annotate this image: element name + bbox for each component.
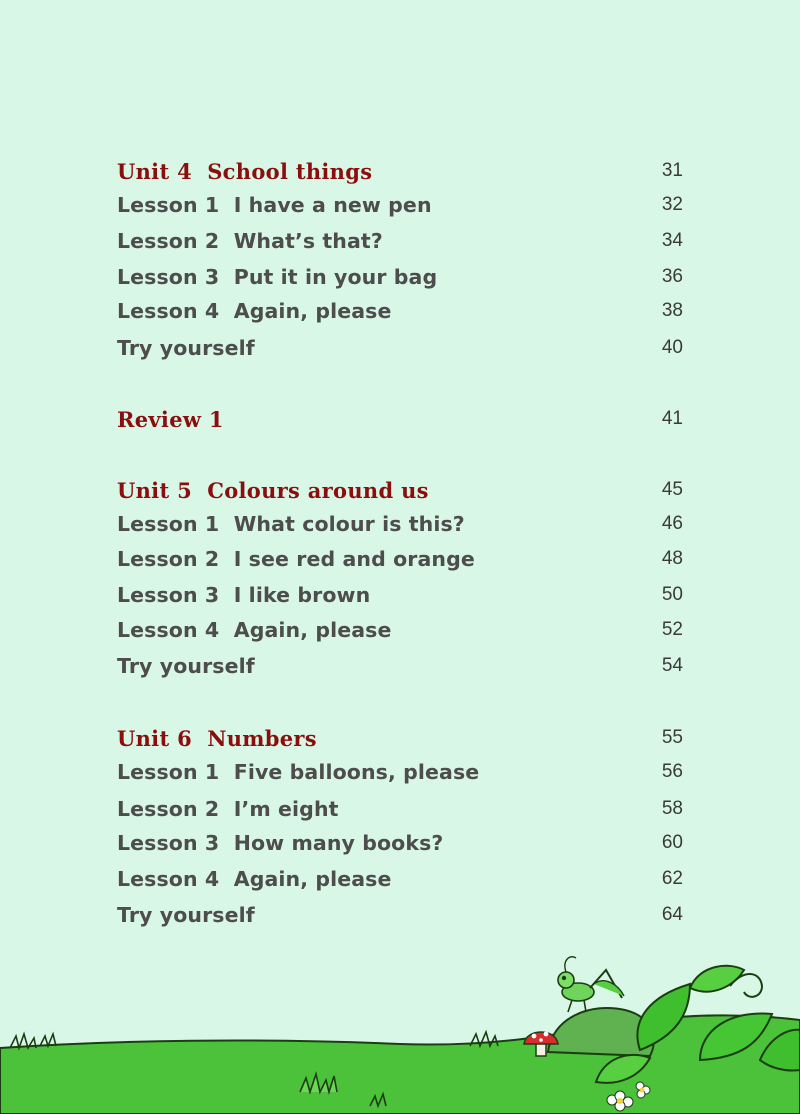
toc-unit-heading[interactable] bbox=[117, 721, 683, 755]
toc-page-number: 32 bbox=[661, 194, 683, 215]
toc-lesson-item[interactable] bbox=[117, 188, 683, 222]
toc-lesson-item[interactable] bbox=[117, 542, 683, 576]
toc-title: Try yourself bbox=[117, 903, 255, 927]
toc-title: Try yourself bbox=[117, 654, 255, 678]
toc-page-number: 46 bbox=[661, 513, 683, 534]
toc-unit-heading[interactable] bbox=[117, 473, 683, 507]
toc-page-number: 48 bbox=[661, 548, 683, 569]
toc-page-number: 64 bbox=[661, 904, 683, 925]
toc-page-number: 52 bbox=[661, 619, 683, 640]
toc-lesson-item[interactable] bbox=[117, 507, 683, 541]
toc-page-number: 41 bbox=[661, 408, 683, 429]
toc-page-number: 62 bbox=[661, 868, 683, 889]
toc-page-number: 34 bbox=[661, 230, 683, 251]
toc-title: Lesson 3 I like brown bbox=[117, 583, 371, 607]
toc-page-number: 45 bbox=[661, 479, 683, 500]
toc-page-number: 36 bbox=[661, 266, 683, 287]
toc-title: Lesson 1 I have a new pen bbox=[117, 193, 432, 217]
toc-page-number: 58 bbox=[661, 798, 683, 819]
toc-page-number: 54 bbox=[661, 655, 683, 676]
toc-page-number: 60 bbox=[661, 832, 683, 853]
toc-lesson-item[interactable] bbox=[117, 862, 683, 896]
toc-unit-heading[interactable] bbox=[117, 154, 683, 188]
toc-title: Unit 5 Colours around us bbox=[117, 477, 429, 503]
grasshopper-icon bbox=[558, 957, 624, 1012]
toc-title: Unit 4 School things bbox=[117, 158, 373, 184]
toc-title: Lesson 4 Again, please bbox=[117, 618, 392, 642]
toc-title: Lesson 1 What colour is this? bbox=[117, 512, 465, 536]
toc-page-number: 55 bbox=[661, 727, 683, 748]
toc-title: Lesson 2 I see red and orange bbox=[117, 547, 475, 571]
toc-page-number: 38 bbox=[661, 300, 683, 321]
toc-lesson-item[interactable] bbox=[117, 578, 683, 612]
toc-lesson-item[interactable] bbox=[117, 792, 683, 826]
toc-lesson-item[interactable] bbox=[117, 755, 683, 789]
grass-hill-illustration bbox=[0, 940, 800, 1114]
toc-lesson-item[interactable] bbox=[117, 649, 683, 683]
toc-title: Lesson 3 How many books? bbox=[117, 831, 444, 855]
toc-lesson-item[interactable] bbox=[117, 260, 683, 294]
toc-title: Review 1 bbox=[117, 406, 224, 432]
toc-title: Lesson 3 Put it in your bag bbox=[117, 265, 438, 289]
toc-title: Unit 6 Numbers bbox=[117, 725, 317, 751]
toc-title: Lesson 1 Five balloons, please bbox=[117, 760, 480, 784]
toc-lesson-item[interactable] bbox=[117, 898, 683, 932]
toc-page-number: 56 bbox=[661, 761, 683, 782]
toc-lesson-item[interactable] bbox=[117, 224, 683, 258]
toc-lesson-item[interactable] bbox=[117, 826, 683, 860]
toc-title: Try yourself bbox=[117, 336, 255, 360]
toc-page-number: 40 bbox=[661, 337, 683, 358]
toc-lesson-item[interactable] bbox=[117, 331, 683, 365]
toc-title: Lesson 4 Again, please bbox=[117, 299, 392, 323]
toc-title: Lesson 4 Again, please bbox=[117, 867, 392, 891]
toc-page-number: 31 bbox=[661, 160, 683, 181]
toc-title: Lesson 2 I’m eight bbox=[117, 797, 339, 821]
toc-lesson-item[interactable] bbox=[117, 613, 683, 647]
toc-review-heading[interactable] bbox=[117, 402, 683, 436]
toc-title: Lesson 2 What’s that? bbox=[117, 229, 383, 253]
toc-lesson-item[interactable] bbox=[117, 294, 683, 328]
toc-page-number: 50 bbox=[661, 584, 683, 605]
